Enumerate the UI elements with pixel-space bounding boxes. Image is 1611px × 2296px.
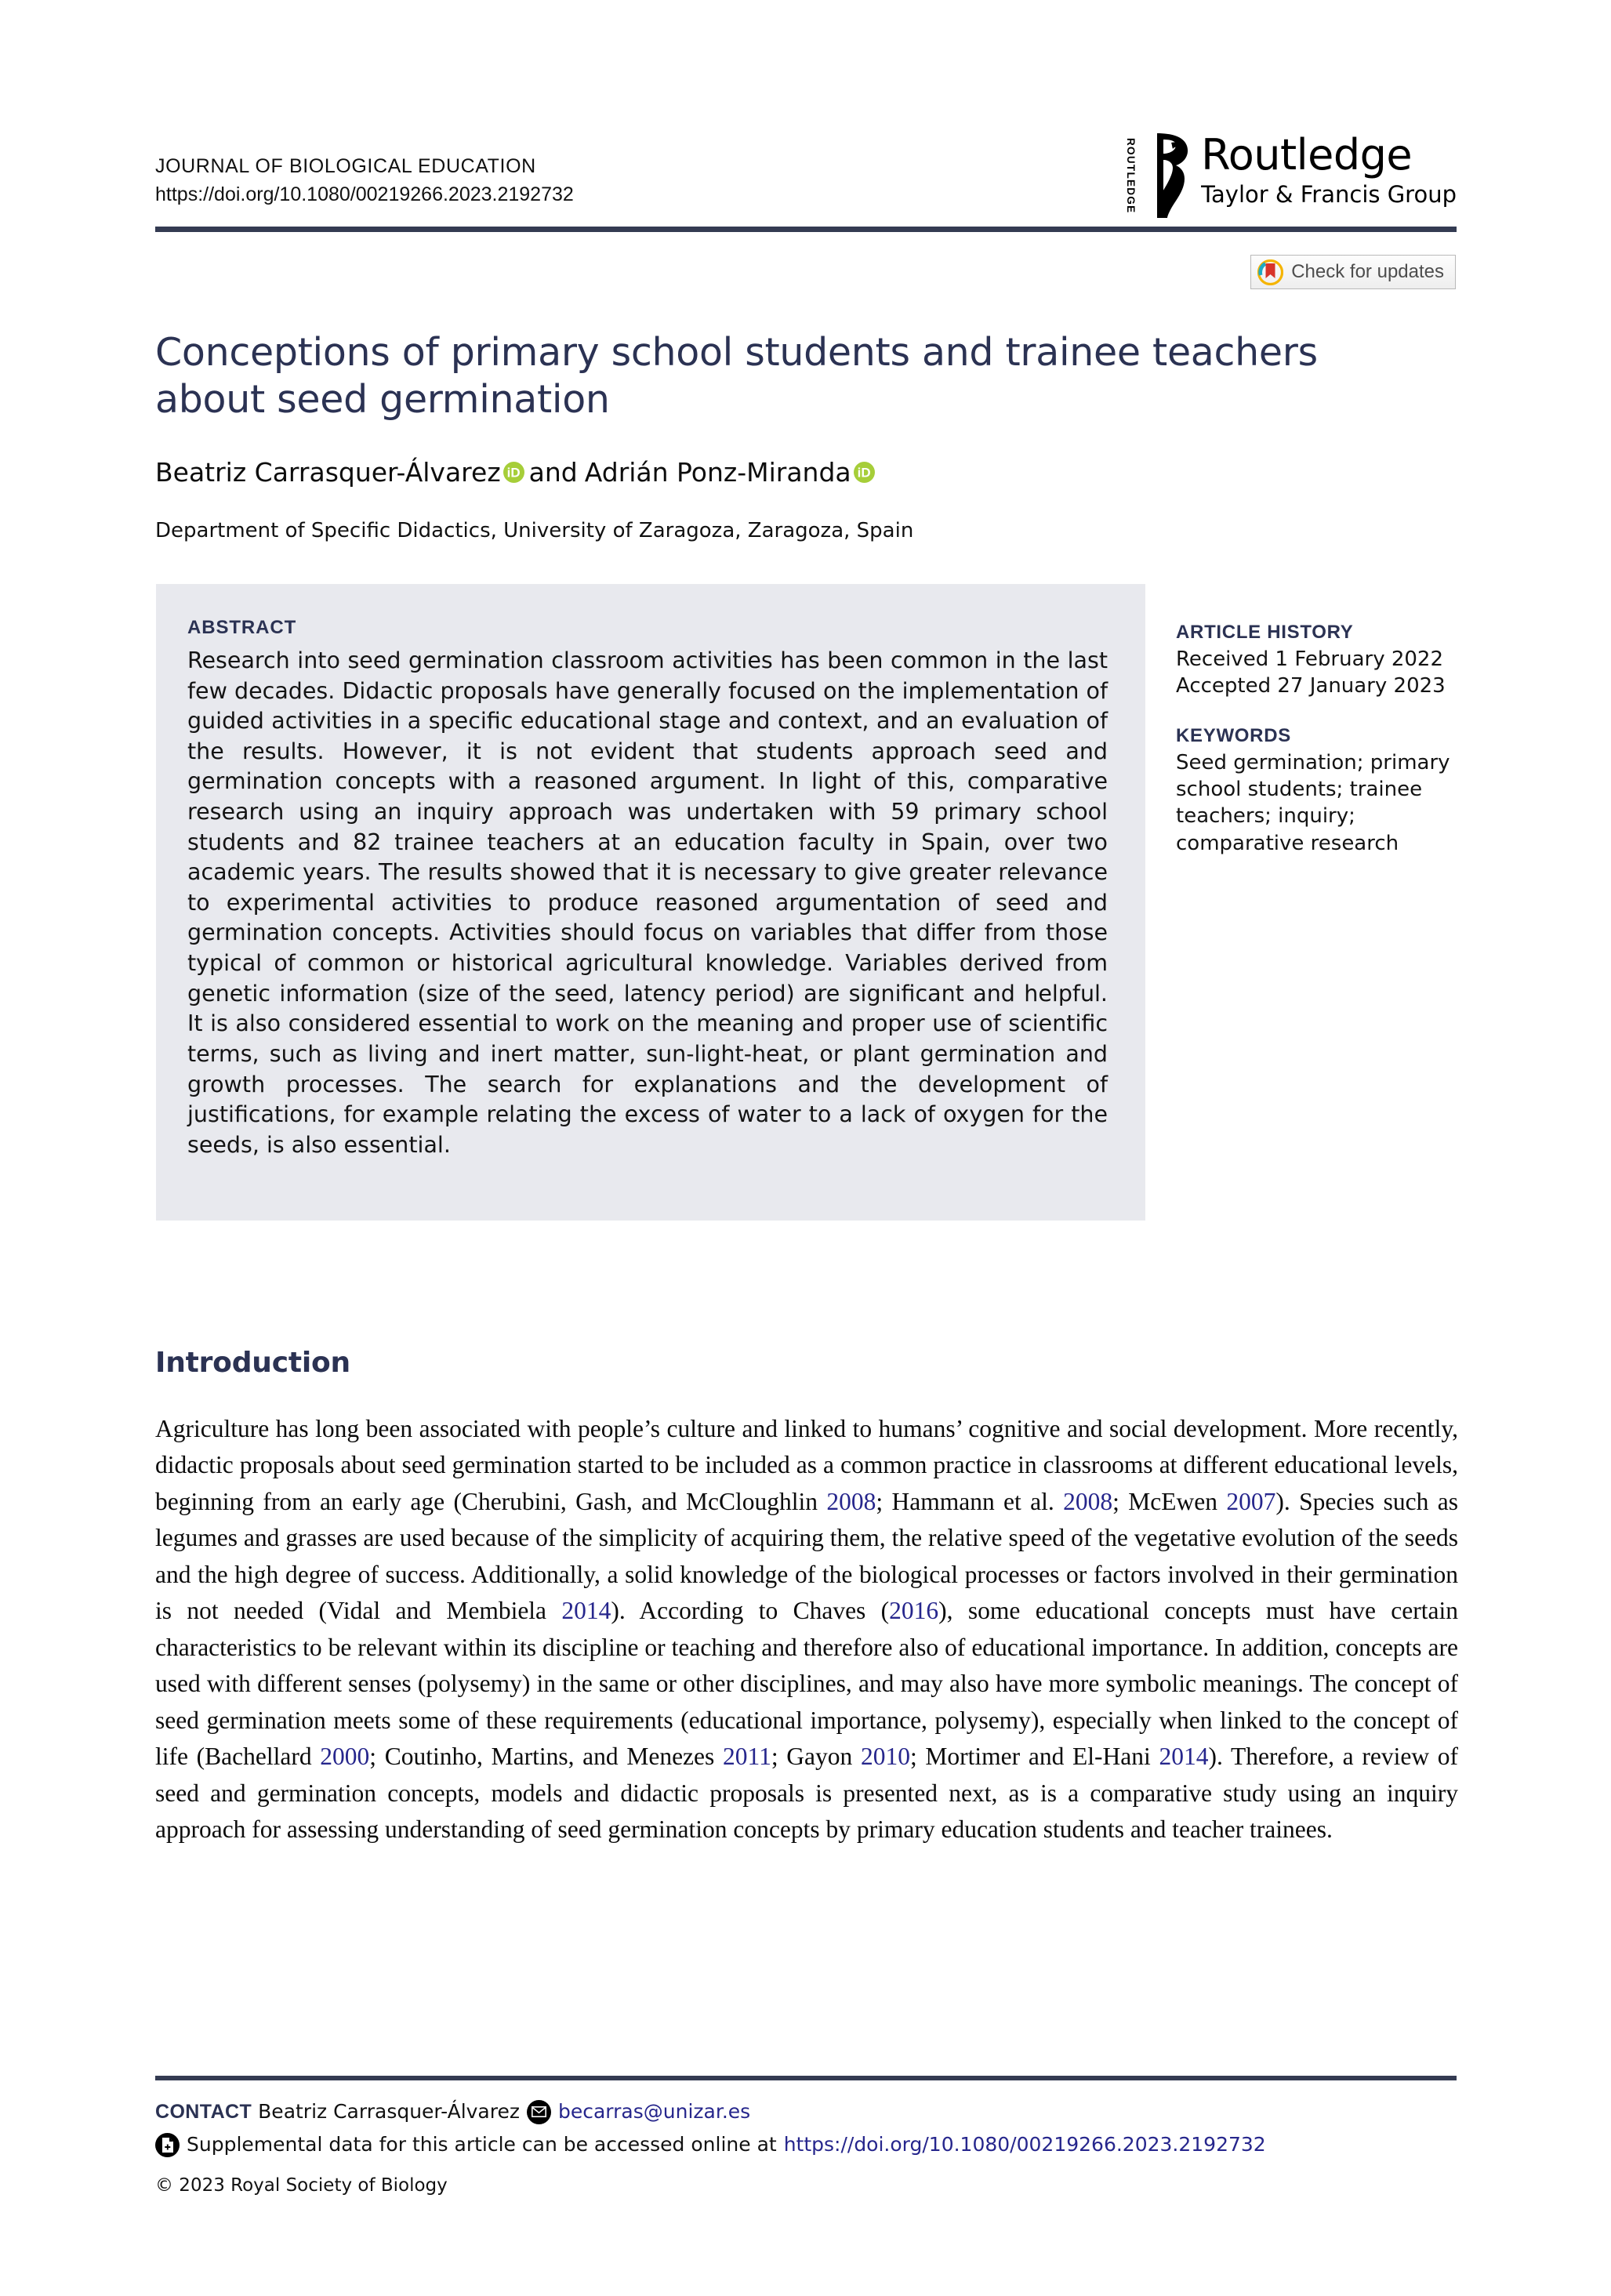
author-list: [155, 457, 880, 488]
file-plus-icon: [155, 2133, 180, 2157]
paragraph-text: ; Coutinho, Martins, and Menezes: [369, 1743, 723, 1771]
introduction-paragraph: [155, 1411, 1458, 1848]
paragraph-text: ), some educational concepts must have certain characteristics to be relevant within its discipline or teaching and therefore also of educational importance. In addition, concepts are used with different senses (polysemy) in the same or other disciplines, and may also have more symbolic meanings. The concept of seed germination meets some of these requirements (educational importance, polysemy), especially when linked to the concept of life (Bachellard: [155, 1597, 1458, 1771]
citation-year[interactable]: 2007: [1226, 1487, 1276, 1515]
citation-year[interactable]: 2008: [826, 1487, 876, 1515]
abstract-panel: [156, 584, 1145, 1221]
publisher-wordmark: [1201, 132, 1457, 208]
paragraph-text: Agriculture has long been associated with people’s culture and linked to humans’ cognitive and social development. More recently, didactic proposals about seed germination started to be included as a common practice in classrooms at different educational levels, beginning from an early age (Cherubini, Gash, and McCloughlin: [155, 1415, 1458, 1515]
routledge-r-icon: [1125, 132, 1193, 218]
keywords-label: KEYWORDS: [1176, 724, 1291, 746]
article-metadata-sidebar: [1176, 622, 1474, 857]
publisher-name: Routledge: [1201, 130, 1413, 180]
paragraph-text: ). According to Chaves (: [611, 1597, 890, 1625]
journal-doi[interactable]: https://doi.org/10.1080/00219266.2023.2192732: [155, 183, 574, 205]
paragraph-text: ). Therefore, a review of seed and germination concepts, models and didactic proposals is presented next, as is a comparative study using an inquiry approach for assessing understanding of seed germination concepts by primary education students and teacher trainees.: [155, 1743, 1459, 1843]
copyright-notice: © 2023 Royal Society of Biology: [155, 2174, 448, 2196]
paragraph-text: ). Species such as legumes and grasses are used because of the simplicity of acquiring them, the relative speed of the vegetative evolution of the seeds and the high degree of success. Additionally, a solid knowledge of the biological processes or factors involved in their germination is not needed (Vidal and Membiela: [155, 1487, 1459, 1625]
received-date: Received 1 February 2022: [1176, 647, 1444, 671]
orcid-id-icon[interactable]: [503, 462, 524, 483]
paragraph-text: ; Gayon: [771, 1743, 861, 1771]
citation-year[interactable]: 2014: [1159, 1743, 1209, 1771]
masthead: [155, 130, 1457, 214]
author-name-1: Beatriz Carrasquer-Álvarez: [155, 457, 501, 488]
citation-year[interactable]: 2016: [889, 1597, 939, 1625]
crossmark-bookmark-icon: [1257, 259, 1283, 285]
envelope-icon: [527, 2100, 551, 2124]
supplemental-data-link[interactable]: https://doi.org/10.1080/00219266.2023.2192732: [783, 2133, 1266, 2156]
contact-line: [155, 2098, 1472, 2126]
publisher-imprint: Taylor & Francis Group: [1201, 180, 1457, 208]
author-affiliation: Department of Specific Didactics, University of Zaragoza, Zaragoza, Spain: [155, 519, 914, 542]
supplemental-data-line: [155, 2131, 1472, 2159]
authors-conjunction: and: [528, 457, 578, 488]
abstract-text: Research into seed germination classroom activities has been common in the last few decades. Didactic proposals have generally focused on the implementation of guided activities in a specific educational stage and context, and an evaluation of the results. However, it is not evident that students approach seed and germination concepts with a reasoned argument. In light of this, comparative research using an inquiry approach was undertaken with 59 primary school students and 82 trainee teachers at an education faculty in Spain, over two academic years. The results showed that it is necessary to give greater relevance to experimental activities to produce reasoned argumentation of seed and germination concepts. Activities should focus on variables that differ from those typical of common or historical agricultural knowledge. Variables derived from genetic information (size of the seed, latency period) are significant and helpful. It is also considered essential to work on the meaning and proper use of scientific terms, such as living and inert matter, sun-light-heat, or plant germination and growth processes. The search for explanations and the development of justifications, for example relating the excess of water to a lack of oxygen for the seeds, is also essential.: [187, 647, 1108, 1158]
header-divider: [155, 227, 1457, 232]
article-history-label: ARTICLE HISTORY: [1176, 622, 1354, 643]
page-footer: [155, 2098, 1472, 2196]
abstract-label: ABSTRACT: [187, 617, 297, 638]
contact-email[interactable]: becarras@unizar.es: [557, 2100, 751, 2123]
journal-name: JOURNAL OF BIOLOGICAL EDUCATION: [155, 155, 536, 177]
journal-identity: [155, 154, 574, 209]
check-for-updates-badge[interactable]: [1250, 255, 1456, 289]
footer-divider: [155, 2076, 1457, 2080]
routledge-face-glyph: [1156, 132, 1193, 219]
orcid-id-icon[interactable]: [854, 462, 875, 483]
section-heading-introduction: Introduction: [155, 1347, 350, 1379]
publisher-logo: [1125, 130, 1457, 218]
citation-year[interactable]: 2008: [1063, 1487, 1113, 1515]
citation-year[interactable]: 2011: [722, 1743, 771, 1771]
paragraph-text: ; Mortimer and El-Hani: [909, 1743, 1159, 1771]
contact-name: Beatriz Carrasquer-Álvarez: [258, 2100, 520, 2123]
citation-year[interactable]: 2000: [320, 1743, 370, 1771]
citation-year[interactable]: 2014: [561, 1597, 611, 1625]
citation-year[interactable]: 2010: [860, 1743, 910, 1771]
paragraph-text: ; McEwen: [1112, 1487, 1227, 1515]
contact-label: CONTACT: [155, 2101, 252, 2123]
routledge-vertical-label: ROUTLEDGE: [1125, 138, 1137, 214]
paragraph-text: ; Hammann et al.: [876, 1487, 1064, 1515]
supplemental-data-text: Supplemental data for this article can be accessed online at: [187, 2133, 777, 2156]
author-name-2: Adrián Ponz-Miranda: [584, 457, 851, 488]
accepted-date: Accepted 27 January 2023: [1176, 674, 1446, 698]
page-title: Conceptions of primary school students and trainee teachers about seed germination: [155, 330, 1318, 422]
keywords-list: Seed germination; primary school students; trainee teachers; inquiry; comparative research: [1176, 750, 1450, 855]
check-for-updates-label: Check for updates: [1291, 261, 1444, 282]
